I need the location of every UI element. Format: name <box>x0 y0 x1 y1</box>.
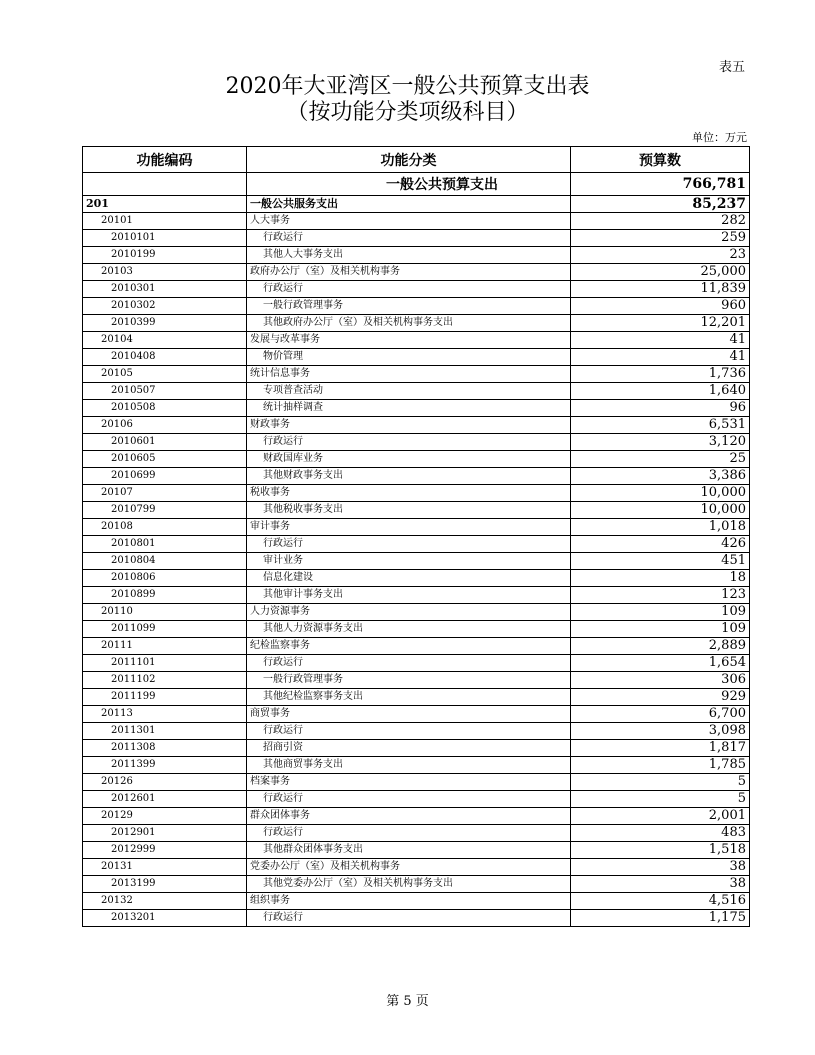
code-cell: 20129 <box>83 808 247 825</box>
code-cell: 20106 <box>83 417 247 434</box>
code-cell: 2012999 <box>83 842 247 859</box>
category-cell: 行政运行 <box>247 230 571 247</box>
table-row <box>83 264 750 281</box>
category-cell: 政府办公厅（室）及相关机构事务 <box>247 264 571 281</box>
table-row <box>83 672 750 689</box>
total-label: 一般公共预算支出 <box>247 173 571 196</box>
table-row <box>83 434 750 451</box>
table-row <box>83 723 750 740</box>
code-cell: 2011102 <box>83 672 247 689</box>
table-row <box>83 485 750 502</box>
table-row <box>83 842 750 859</box>
category-cell: 审计业务 <box>247 553 571 570</box>
category-cell: 商贸事务 <box>247 706 571 723</box>
table-row <box>83 519 750 536</box>
amount-cell: 3,098 <box>571 723 750 740</box>
table-row <box>83 553 750 570</box>
category-cell: 行政运行 <box>247 434 571 451</box>
table-row <box>83 400 750 417</box>
category-cell: 行政运行 <box>247 655 571 672</box>
code-cell: 20105 <box>83 366 247 383</box>
amount-cell: 1,518 <box>571 842 750 859</box>
code-cell: 20101 <box>83 213 247 230</box>
code-cell: 20126 <box>83 774 247 791</box>
code-cell: 20108 <box>83 519 247 536</box>
amount-cell: 1,817 <box>571 740 750 757</box>
table-row <box>83 570 750 587</box>
amount-cell: 38 <box>571 876 750 893</box>
code-cell: 2010804 <box>83 553 247 570</box>
table-row <box>83 468 750 485</box>
category-cell: 统计信息事务 <box>247 366 571 383</box>
table-row <box>83 689 750 706</box>
unit-label: 单位：万元 <box>692 131 747 144</box>
amount-cell: 41 <box>571 349 750 366</box>
code-cell: 2010302 <box>83 298 247 315</box>
amount-cell: 10,000 <box>571 485 750 502</box>
table-row <box>83 706 750 723</box>
category-cell: 行政运行 <box>247 281 571 298</box>
category-cell: 物价管理 <box>247 349 571 366</box>
category-cell: 行政运行 <box>247 723 571 740</box>
category-cell: 一般公共服务支出 <box>247 196 571 213</box>
code-cell: 20107 <box>83 485 247 502</box>
amount-cell: 6,531 <box>571 417 750 434</box>
table-row <box>83 196 750 213</box>
code-cell: 20113 <box>83 706 247 723</box>
amount-cell: 41 <box>571 332 750 349</box>
category-cell: 其他审计事务支出 <box>247 587 571 604</box>
code-cell: 2010101 <box>83 230 247 247</box>
category-cell: 其他商贸事务支出 <box>247 757 571 774</box>
category-cell: 群众团体事务 <box>247 808 571 825</box>
code-cell: 20110 <box>83 604 247 621</box>
table-row <box>83 621 750 638</box>
amount-cell: 282 <box>571 213 750 230</box>
code-cell: 20131 <box>83 859 247 876</box>
code-cell: 2010801 <box>83 536 247 553</box>
table-header-row <box>83 147 750 173</box>
table-row <box>83 604 750 621</box>
category-cell: 人力资源事务 <box>247 604 571 621</box>
column-header-amount: 预算数 <box>571 147 750 173</box>
amount-cell: 5 <box>571 774 750 791</box>
table-row <box>83 791 750 808</box>
category-cell: 财政国库业务 <box>247 451 571 468</box>
code-cell: 2011308 <box>83 740 247 757</box>
amount-cell: 109 <box>571 621 750 638</box>
code-cell: 2010806 <box>83 570 247 587</box>
table-row <box>83 587 750 604</box>
amount-cell: 12,201 <box>571 315 750 332</box>
amount-cell: 1,640 <box>571 383 750 400</box>
category-cell: 其他人大事务支出 <box>247 247 571 264</box>
amount-cell: 3,386 <box>571 468 750 485</box>
category-cell: 专项普查活动 <box>247 383 571 400</box>
amount-cell: 25,000 <box>571 264 750 281</box>
amount-cell: 18 <box>571 570 750 587</box>
amount-cell: 25 <box>571 451 750 468</box>
table-row <box>83 315 750 332</box>
table-row <box>83 757 750 774</box>
category-cell: 组织事务 <box>247 893 571 910</box>
category-cell: 人大事务 <box>247 213 571 230</box>
code-cell: 2010899 <box>83 587 247 604</box>
code-cell: 2010507 <box>83 383 247 400</box>
category-cell: 纪检监察事务 <box>247 638 571 655</box>
category-cell: 其他纪检监察事务支出 <box>247 689 571 706</box>
code-cell: 2011199 <box>83 689 247 706</box>
amount-cell: 123 <box>571 587 750 604</box>
amount-cell: 483 <box>571 825 750 842</box>
table-row <box>83 502 750 519</box>
code-cell: 201 <box>83 196 247 213</box>
category-cell: 其他党委办公厅（室）及相关机构事务支出 <box>247 876 571 893</box>
table-row <box>83 774 750 791</box>
total-amount: 766,781 <box>571 173 750 196</box>
amount-cell: 929 <box>571 689 750 706</box>
table-row <box>83 655 750 672</box>
column-header-code: 功能编码 <box>83 147 247 173</box>
table-row <box>83 383 750 400</box>
amount-cell: 1,018 <box>571 519 750 536</box>
amount-cell: 1,175 <box>571 910 750 927</box>
amount-cell: 1,785 <box>571 757 750 774</box>
amount-cell: 5 <box>571 791 750 808</box>
amount-cell: 451 <box>571 553 750 570</box>
category-cell: 其他财政事务支出 <box>247 468 571 485</box>
category-cell: 一般行政管理事务 <box>247 298 571 315</box>
table-row <box>83 366 750 383</box>
category-cell: 行政运行 <box>247 825 571 842</box>
table-row <box>83 740 750 757</box>
total-code-cell <box>83 173 247 196</box>
table-row <box>83 910 750 927</box>
category-cell: 统计抽样调查 <box>247 400 571 417</box>
table-row <box>83 247 750 264</box>
amount-cell: 4,516 <box>571 893 750 910</box>
table-number: 表五 <box>718 60 745 75</box>
table-row <box>83 638 750 655</box>
category-cell: 审计事务 <box>247 519 571 536</box>
code-cell: 2010399 <box>83 315 247 332</box>
amount-cell: 11,839 <box>571 281 750 298</box>
table-row <box>83 213 750 230</box>
table-row <box>83 349 750 366</box>
category-cell: 信息化建设 <box>247 570 571 587</box>
amount-cell: 1,654 <box>571 655 750 672</box>
table-row <box>83 859 750 876</box>
table-row <box>83 332 750 349</box>
code-cell: 2011099 <box>83 621 247 638</box>
category-cell: 档案事务 <box>247 774 571 791</box>
category-cell: 其他政府办公厅（室）及相关机构事务支出 <box>247 315 571 332</box>
code-cell: 2013201 <box>83 910 247 927</box>
category-cell: 其他税收事务支出 <box>247 502 571 519</box>
page-subtitle: （按功能分类项级科目） <box>286 100 529 125</box>
budget-table <box>82 146 750 927</box>
page-title: 2020年大亚湾区一般公共预算支出表 <box>225 74 590 99</box>
table-row <box>83 876 750 893</box>
table-row <box>83 825 750 842</box>
page-number: 第 5 页 <box>386 994 429 1009</box>
code-cell: 20132 <box>83 893 247 910</box>
category-cell: 一般行政管理事务 <box>247 672 571 689</box>
category-cell: 招商引资 <box>247 740 571 757</box>
table-row <box>83 808 750 825</box>
amount-cell: 306 <box>571 672 750 689</box>
category-cell: 党委办公厅（室）及相关机构事务 <box>247 859 571 876</box>
category-cell: 财政事务 <box>247 417 571 434</box>
code-cell: 2011399 <box>83 757 247 774</box>
code-cell: 2010699 <box>83 468 247 485</box>
category-cell: 税收事务 <box>247 485 571 502</box>
table-row <box>83 451 750 468</box>
amount-cell: 38 <box>571 859 750 876</box>
amount-cell: 10,000 <box>571 502 750 519</box>
code-cell: 2012601 <box>83 791 247 808</box>
code-cell: 2010408 <box>83 349 247 366</box>
category-cell: 行政运行 <box>247 791 571 808</box>
amount-cell: 23 <box>571 247 750 264</box>
code-cell: 2010199 <box>83 247 247 264</box>
code-cell: 2010601 <box>83 434 247 451</box>
amount-cell: 96 <box>571 400 750 417</box>
amount-cell: 2,889 <box>571 638 750 655</box>
table-row <box>83 536 750 553</box>
amount-cell: 3,120 <box>571 434 750 451</box>
code-cell: 2010508 <box>83 400 247 417</box>
code-cell: 2010605 <box>83 451 247 468</box>
amount-cell: 259 <box>571 230 750 247</box>
total-row <box>83 173 750 196</box>
code-cell: 2010301 <box>83 281 247 298</box>
amount-cell: 426 <box>571 536 750 553</box>
amount-cell: 6,700 <box>571 706 750 723</box>
code-cell: 2010799 <box>83 502 247 519</box>
code-cell: 2012901 <box>83 825 247 842</box>
table-row <box>83 281 750 298</box>
table-row <box>83 893 750 910</box>
code-cell: 20104 <box>83 332 247 349</box>
code-cell: 20103 <box>83 264 247 281</box>
category-cell: 行政运行 <box>247 910 571 927</box>
amount-cell: 85,237 <box>571 196 750 213</box>
column-header-category: 功能分类 <box>247 147 571 173</box>
category-cell: 其他群众团体事务支出 <box>247 842 571 859</box>
category-cell: 行政运行 <box>247 536 571 553</box>
amount-cell: 960 <box>571 298 750 315</box>
category-cell: 其他人力资源事务支出 <box>247 621 571 638</box>
amount-cell: 2,001 <box>571 808 750 825</box>
table-row <box>83 298 750 315</box>
code-cell: 20111 <box>83 638 247 655</box>
table-row <box>83 417 750 434</box>
amount-cell: 1,736 <box>571 366 750 383</box>
code-cell: 2011301 <box>83 723 247 740</box>
amount-cell: 109 <box>571 604 750 621</box>
code-cell: 2011101 <box>83 655 247 672</box>
category-cell: 发展与改革事务 <box>247 332 571 349</box>
table-row <box>83 230 750 247</box>
code-cell: 2013199 <box>83 876 247 893</box>
